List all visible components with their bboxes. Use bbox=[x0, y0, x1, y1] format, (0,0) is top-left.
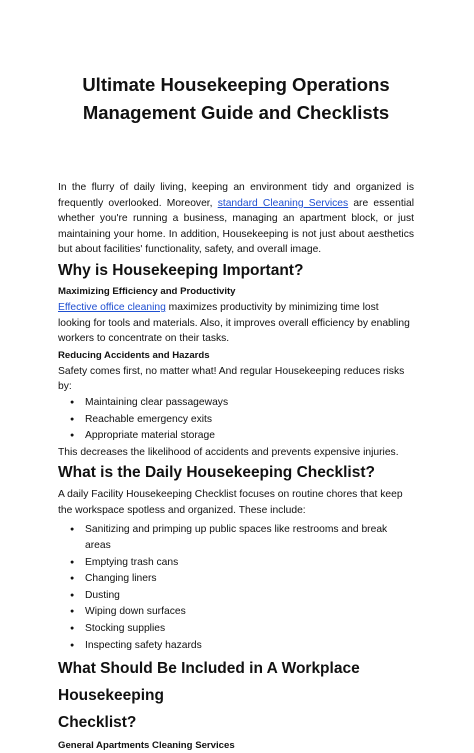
standard-cleaning-services-link[interactable]: standard Cleaning Services bbox=[217, 197, 349, 209]
list-item: ● Dusting bbox=[70, 588, 414, 605]
list-item: ● Emptying trash cans bbox=[70, 555, 414, 572]
safety-outro-paragraph: This decreases the likelihood of accidents and prevents expensive injuries. bbox=[58, 446, 399, 458]
section-heading-workplace-checklist: What Should Be Included in A Workplace Housekeeping Checklist? bbox=[58, 660, 360, 732]
list-item: ● Wiping down surfaces bbox=[70, 604, 414, 621]
section-heading-daily-checklist: What is the Daily Housekeeping Checklist? bbox=[58, 464, 375, 482]
list-item: ● Reachable emergency exits bbox=[70, 412, 414, 429]
efficiency-paragraph: Effective office cleaning maximizes productivity by minimizing time lost looking for tools and materials. Also, it improves overall efficiency by enabling workers to concentrate on their tasks. bbox=[58, 301, 410, 345]
section-heading-why-important: Why is Housekeeping Important? bbox=[58, 261, 304, 279]
subheading-reducing-accidents: Reducing Accidents and Hazards bbox=[58, 349, 210, 361]
list-item: ● Changing liners bbox=[70, 571, 414, 588]
subheading-general-apartments: General Apartments Cleaning Services bbox=[58, 740, 235, 752]
subheading-maximizing-efficiency: Maximizing Efficiency and Productivity bbox=[58, 285, 236, 297]
safety-intro-paragraph: Safety comes first, no matter what! And regular Housekeeping reduces risks by: bbox=[58, 365, 405, 393]
list-item: ● Stocking supplies bbox=[70, 621, 414, 638]
daily-checklist-intro: A daily Facility Housekeeping Checklist focuses on routine chores that keep the workspace spotless and organized. These include: bbox=[58, 489, 403, 516]
list-item: ● Inspecting safety hazards bbox=[70, 638, 414, 655]
list-item: ● Maintaining clear passageways bbox=[70, 395, 414, 412]
safety-list bbox=[58, 395, 414, 445]
document-title bbox=[58, 0, 414, 127]
title-line-1: Ultimate Housekeeping Operations bbox=[82, 74, 390, 95]
daily-checklist-list bbox=[58, 522, 414, 655]
effective-office-cleaning-link[interactable]: Effective office cleaning bbox=[58, 301, 166, 313]
title-line-2: Management Guide and Checklists bbox=[82, 102, 390, 123]
intro-paragraph: In the flurry of daily living, keeping an environment tidy and organized is frequently overlooked. Moreover, standard Cleaning Services are essential whether you're running a business, managing an apartment block, or just maintaining your home. In addition, Housekeeping is not just about aesthetics but about facilities' functionality, safety, and overall image. bbox=[58, 182, 415, 256]
list-item: ● Appropriate material storage bbox=[70, 428, 414, 445]
list-item: ● Sanitizing and primping up public spaces like restrooms and break areas bbox=[70, 522, 414, 555]
